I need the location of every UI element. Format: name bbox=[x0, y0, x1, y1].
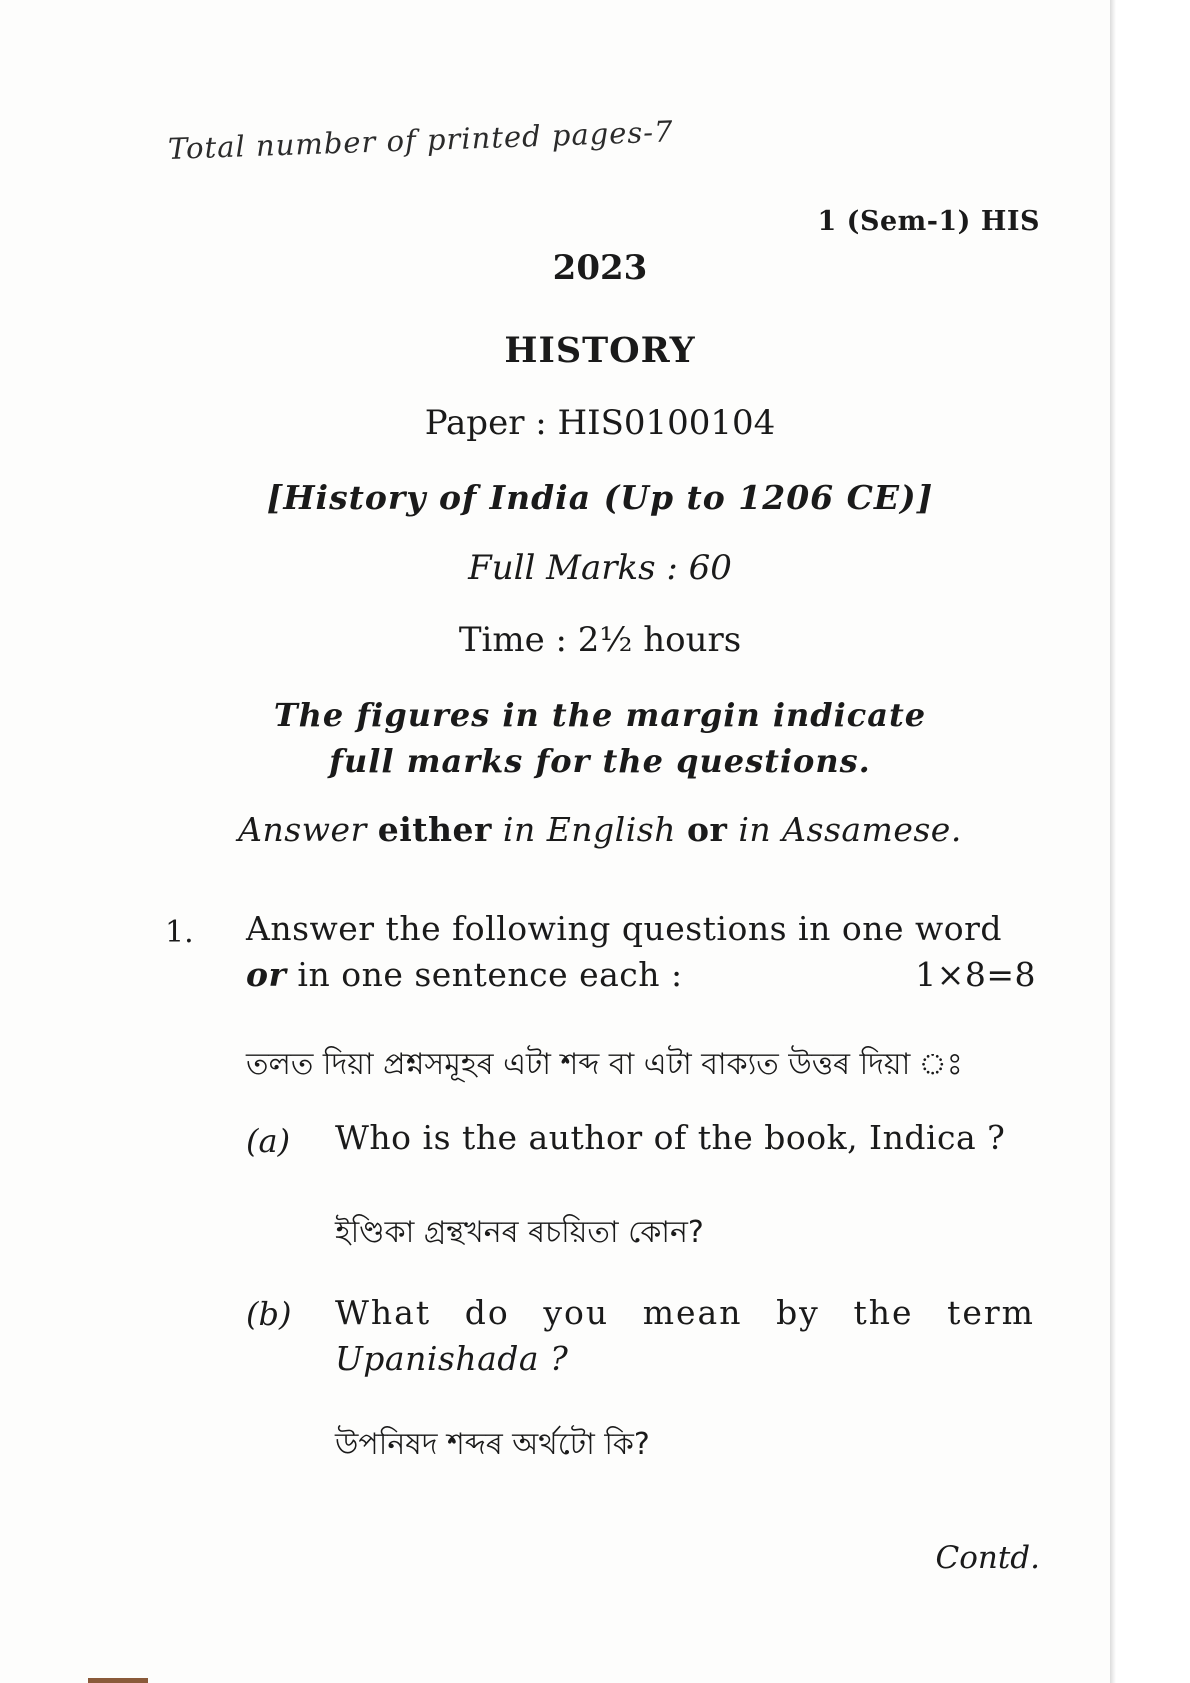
b-word: What bbox=[335, 1293, 432, 1332]
subject-title: HISTORY bbox=[504, 330, 696, 371]
question-1-line-2 bbox=[246, 952, 683, 998]
question-1-assamese: তলত দিয়া প্ৰশ্নসমূহৰ এটা শব্দ বা এটা বাক্যত উত্তৰ দিয়া ঃ bbox=[246, 1047, 963, 1082]
b-word: do bbox=[464, 1293, 510, 1332]
sub-question-a-label: (a) bbox=[246, 1122, 291, 1160]
question-1-text bbox=[246, 906, 1036, 998]
course-title: [History of India (Up to 1206 CE)] bbox=[266, 478, 934, 517]
lang-english: in English bbox=[502, 810, 676, 849]
paper-code: 1 (Sem-1) HIS bbox=[817, 206, 1040, 237]
paper-number: Paper : HIS0100104 bbox=[424, 403, 776, 443]
marks-instruction bbox=[0, 692, 1190, 784]
sub-question-b-label: (b) bbox=[246, 1295, 292, 1333]
b-word: by bbox=[776, 1293, 820, 1332]
sub-question-a-text: Who is the author of the book, Indica ? bbox=[335, 1118, 1006, 1157]
sub-question-b-assamese: উপনিষদ শব্দৰ অৰ্থটো কি? bbox=[335, 1427, 650, 1462]
question-1-line-2-rest: in one sentence each : bbox=[297, 955, 683, 994]
printed-pages-count: Total number of printed pages-7 bbox=[167, 114, 675, 166]
sub-question-b-text bbox=[335, 1290, 1035, 1382]
language-instruction bbox=[0, 810, 1190, 849]
lang-answer: Answer bbox=[238, 810, 367, 849]
sub-question-b-line-2: Upanishada ? bbox=[335, 1339, 569, 1378]
lang-either: either bbox=[377, 810, 492, 849]
continued-note: Contd. bbox=[935, 1540, 1040, 1576]
b-word: mean bbox=[642, 1293, 743, 1332]
b-word: term bbox=[947, 1293, 1035, 1332]
sub-question-a-assamese: ইণ্ডিকা গ্ৰন্থখনৰ ৰচয়িতা কোন? bbox=[335, 1215, 704, 1250]
lang-assamese: in Assamese. bbox=[738, 810, 962, 849]
question-1-or: or bbox=[246, 955, 287, 994]
instruction-line-1: The figures in the margin indicate bbox=[273, 696, 927, 734]
question-number: 1. bbox=[165, 915, 194, 950]
exam-year: 2023 bbox=[552, 248, 648, 288]
lang-or: or bbox=[686, 810, 728, 849]
full-marks: Full Marks : 60 bbox=[468, 548, 732, 588]
question-1-line-1: Answer the following questions in one word bbox=[246, 909, 1002, 948]
b-word: you bbox=[543, 1293, 610, 1332]
question-1-marks: 1×8=8 bbox=[915, 955, 1036, 994]
time-allowed: Time : 2½ hours bbox=[458, 620, 742, 660]
b-word: the bbox=[853, 1293, 914, 1332]
instruction-line-2: full marks for the questions. bbox=[329, 742, 871, 780]
page-corner-mark bbox=[88, 1678, 148, 1683]
